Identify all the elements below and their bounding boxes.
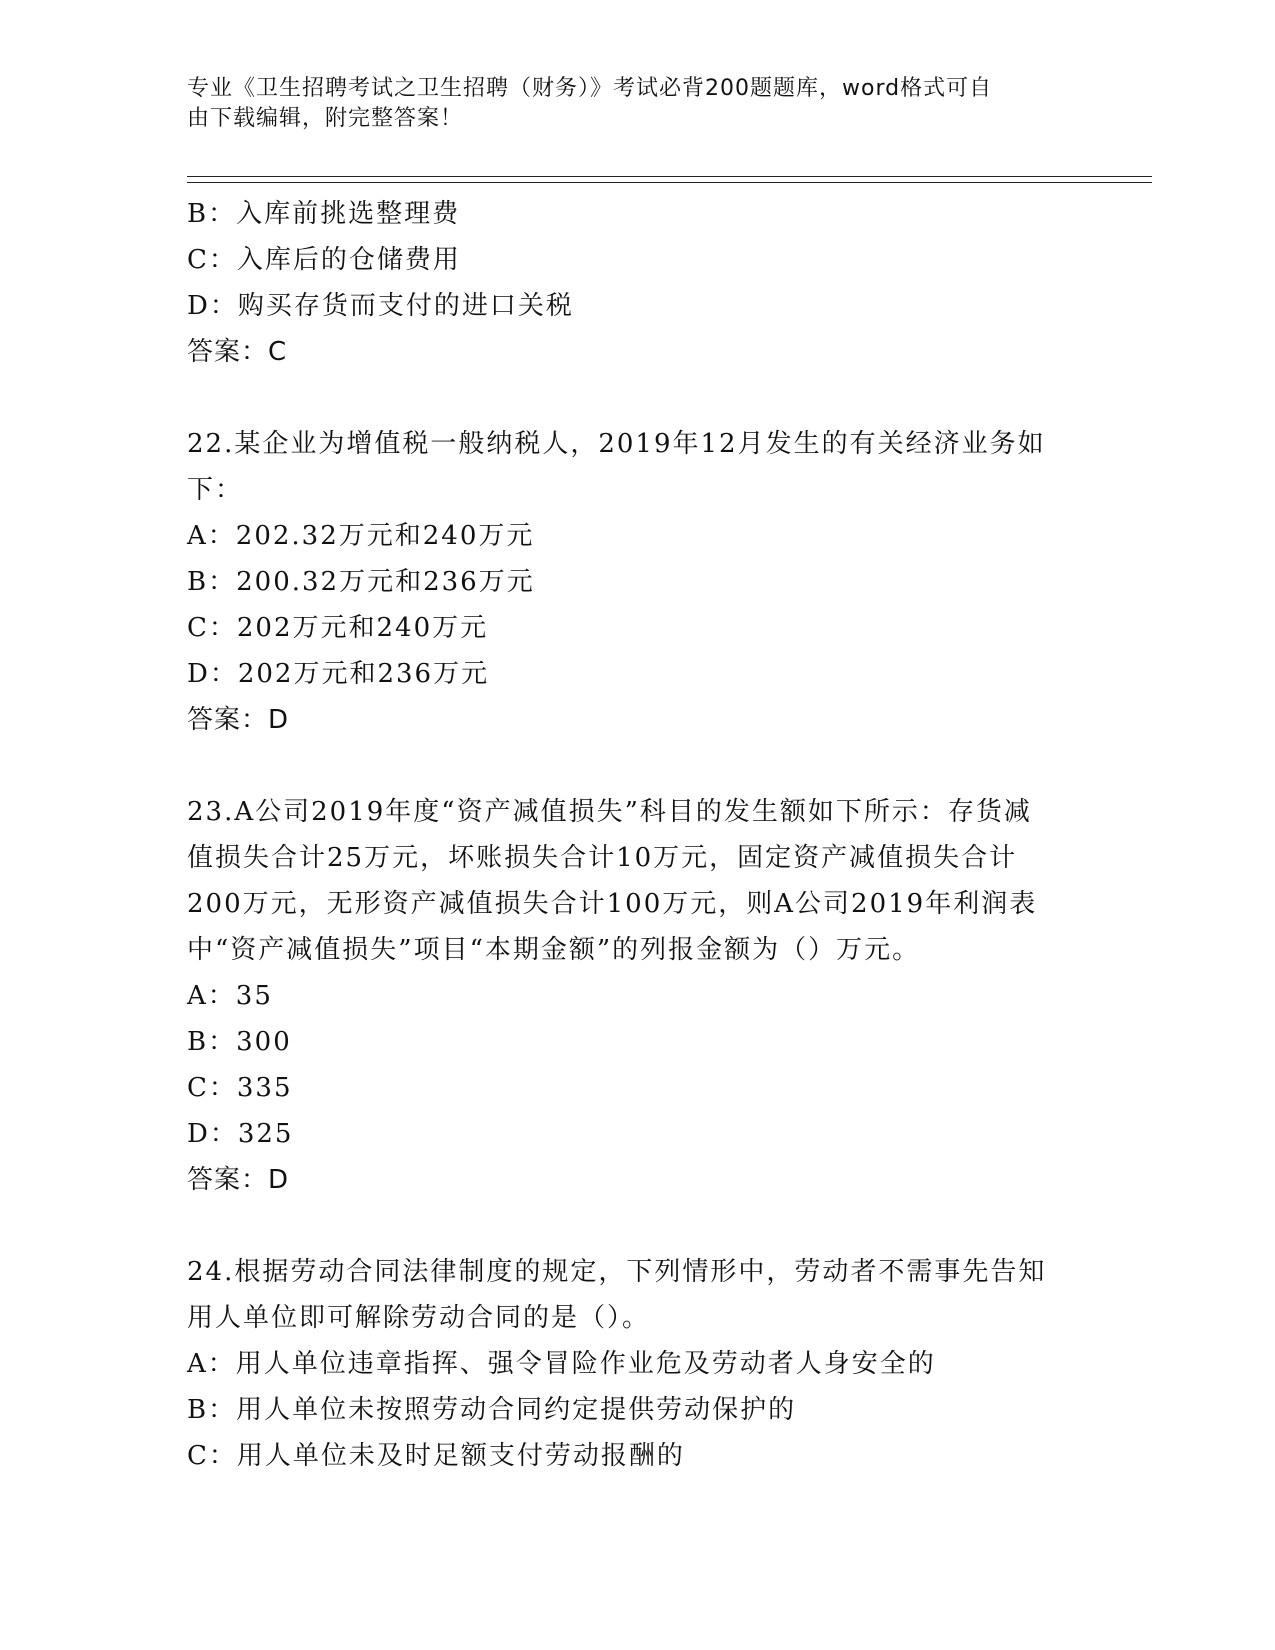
option-b: B：300 <box>187 1027 292 1057</box>
option-a: A：202.32万元和240万元 <box>187 521 535 551</box>
question-stem-line: 下： <box>187 475 244 505</box>
option-c: C：入库后的仓储费用 <box>187 245 461 275</box>
option-d: D：购买存货而支付的进口关税 <box>187 291 574 321</box>
option-b: B：入库前挑选整理费 <box>187 199 461 229</box>
option-c: C：用人单位未及时足额支付劳动报酬的 <box>187 1441 685 1471</box>
answer: 答案：C <box>187 337 288 367</box>
question-stem-line: 用人单位即可解除劳动合同的是（）。 <box>187 1303 651 1333</box>
option-b: B：用人单位未按照劳动合同约定提供劳动保护的 <box>187 1395 797 1425</box>
question-stem-line: 中“资产减值损失”项目“本期金额”的列报金额为（）万元。 <box>187 935 921 965</box>
header-line-1: 专业《卫生招聘考试之卫生招聘（财务）》考试必背200题题库，word格式可自 <box>187 76 993 101</box>
spacer <box>187 743 1087 789</box>
option-a: A：用人单位违章指挥、强令冒险作业危及劳动者人身安全的 <box>187 1349 936 1379</box>
question-21 <box>187 191 1087 375</box>
option-c: C：202万元和240万元 <box>187 613 489 643</box>
spacer <box>187 1203 1087 1249</box>
question-stem-line: 24.根据劳动合同法律制度的规定，下列情形中，劳动者不需事先告知 <box>187 1257 1047 1287</box>
question-24 <box>187 1249 1087 1479</box>
option-c: C：335 <box>187 1073 293 1103</box>
option-a: A：35 <box>187 981 273 1011</box>
question-stem-line: 22.某企业为增值税一般纳税人，2019年12月发生的有关经济业务如 <box>187 429 1046 459</box>
answer: 答案：D <box>187 1165 290 1195</box>
question-stem-line: 23.A公司2019年度“资产减值损失”科目的发生额如下所示：存货减 <box>187 797 1032 827</box>
document-header <box>187 74 1067 134</box>
spacer <box>187 375 1087 421</box>
header-line-2: 由下载编辑，附完整答案！ <box>187 106 464 131</box>
answer: 答案：D <box>187 705 290 735</box>
question-list <box>187 191 1087 1479</box>
question-stem-line: 200万元，无形资产减值损失合计100万元，则A公司2019年利润表 <box>187 889 1038 919</box>
header-divider-top <box>187 176 1152 177</box>
option-d: D：202万元和236万元 <box>187 659 490 689</box>
question-stem-line: 值损失合计25万元，坏账损失合计10万元，固定资产减值损失合计 <box>187 843 1018 873</box>
header-divider-bottom <box>187 182 1152 183</box>
option-b: B：200.32万元和236万元 <box>187 567 535 597</box>
option-d: D：325 <box>187 1119 294 1149</box>
question-22 <box>187 421 1087 743</box>
question-23 <box>187 789 1087 1203</box>
